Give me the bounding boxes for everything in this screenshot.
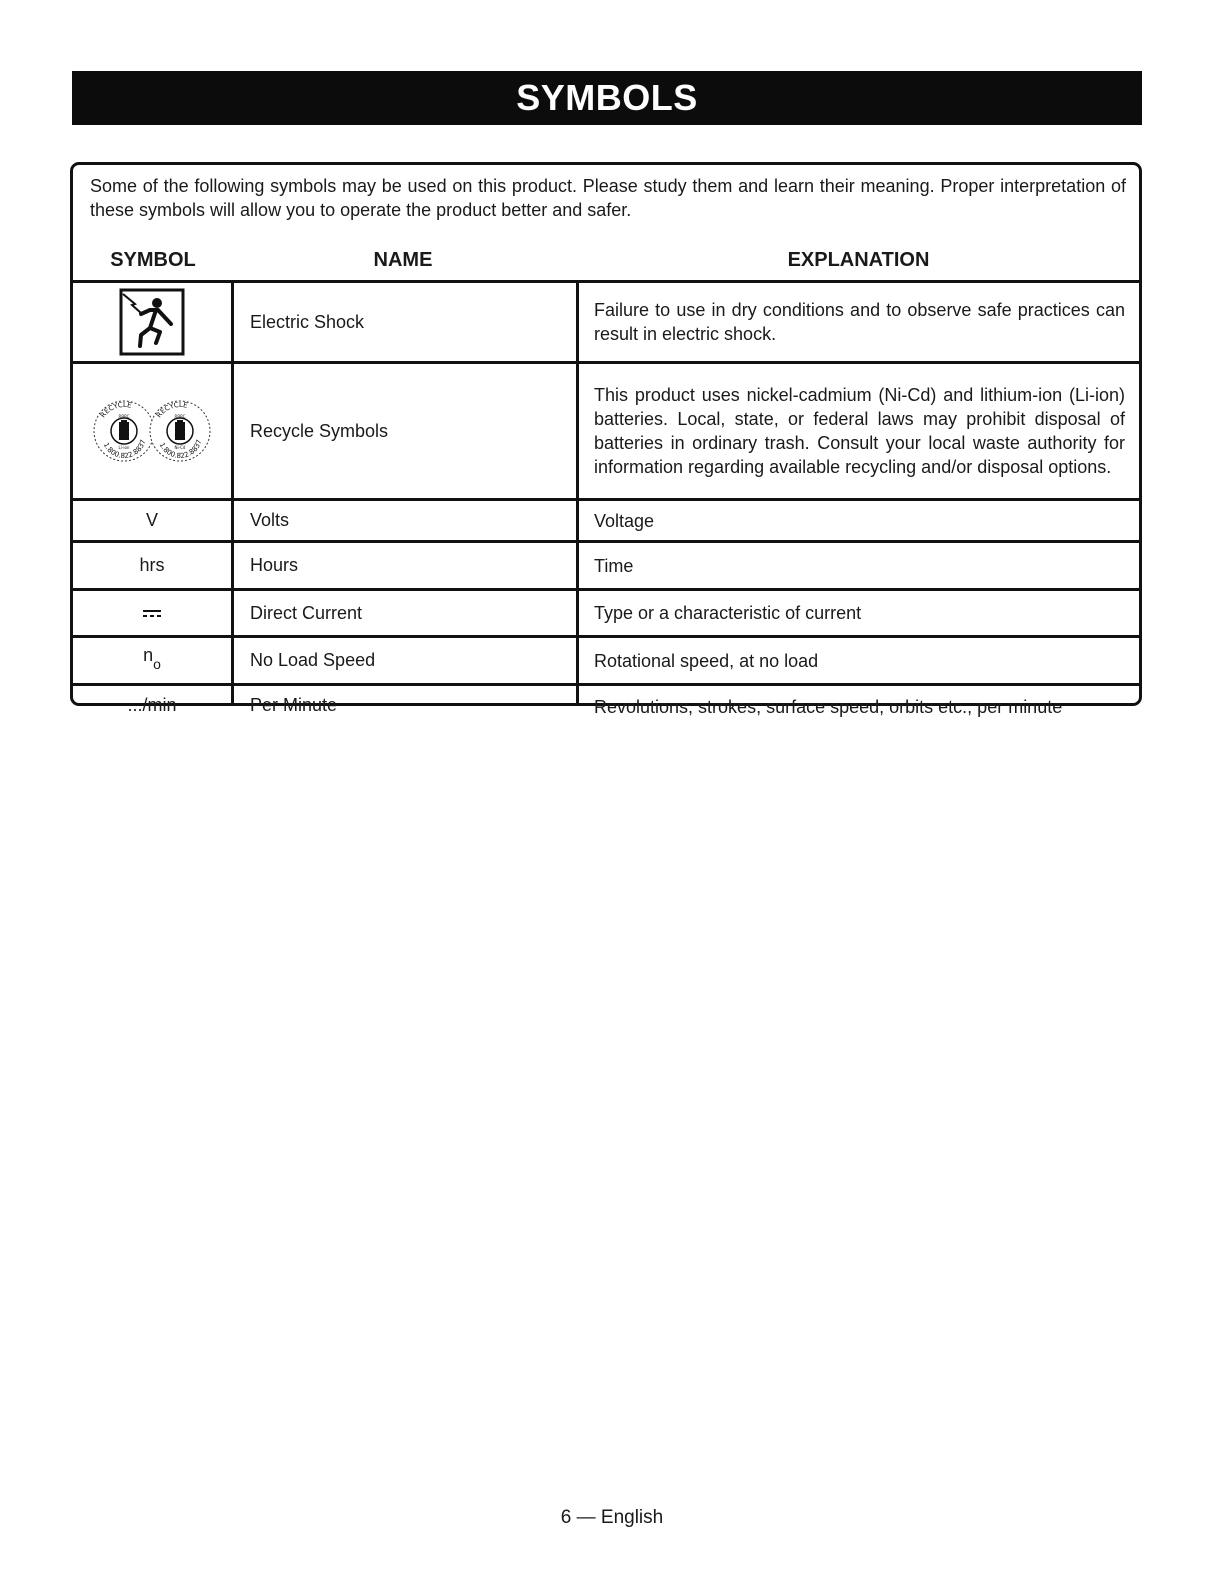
table-header <box>73 249 1139 279</box>
page-title: SYMBOLS <box>72 71 1142 125</box>
rbrc-recycle-seals-icon <box>91 398 213 464</box>
table-row-symbol <box>73 686 231 724</box>
page-number: 6 <box>560 1507 572 1528</box>
no-load-speed-symbol: no <box>143 645 161 672</box>
name-text: Per Minute <box>250 695 338 715</box>
table-row-symbol <box>73 638 231 683</box>
explanation-text: This product uses nickel-cadmium (Ni-Cd) and lithium-ion (Li-ion) batteries. Local, state, or federal laws may prohibit disposal of batteries in ordinary trash. Consult your local waste authority for information regarding available recycling and/or disposal options. <box>594 385 1125 477</box>
symbol-text: V <box>145 510 158 530</box>
svg-text:Li-ion: Li-ion <box>118 445 130 450</box>
explanation-text: Rotational speed, at no load <box>594 650 819 671</box>
symbol-text: .../min <box>127 695 177 715</box>
table-row-name <box>250 638 570 683</box>
symbol-text: hrs <box>139 555 165 575</box>
table-row-name <box>250 283 570 361</box>
table-row-name <box>250 591 570 635</box>
column-divider <box>576 283 579 703</box>
explanation-text: Revolutions, strokes, surface speed, orbits etc., per minute <box>594 697 1063 717</box>
table-row-explanation <box>594 364 1125 498</box>
recycle-seal-li-ion <box>94 401 154 461</box>
table-row-symbol <box>73 501 231 540</box>
table-row-name <box>250 543 570 588</box>
column-header-symbol: SYMBOL <box>110 249 196 271</box>
table-row-explanation <box>594 638 1125 683</box>
name-text: Volts <box>250 510 290 530</box>
direct-current-icon <box>143 610 161 617</box>
name-text: Electric Shock <box>250 311 365 332</box>
table-row-explanation <box>594 501 1125 540</box>
intro-paragraph: Some of the following symbols may be used on this product. Please study them and learn their meaning. Proper interpretation of these symbols will allow you to operate the product better and safer. <box>90 176 1126 220</box>
table-row-symbol <box>73 591 231 635</box>
explanation-text: Voltage <box>594 510 655 531</box>
explanation-text: Time <box>594 555 634 576</box>
column-divider <box>231 283 234 703</box>
svg-text:RECYCLE: RECYCLE <box>154 400 189 420</box>
electric-shock-warning-icon <box>119 288 185 356</box>
svg-text:1.800.822.8837: 1.800.822.8837 <box>157 438 204 461</box>
symbols-table-box <box>70 162 1142 717</box>
explanation-text: Failure to use in dry conditions and to observe safe practices can result in electric shock. <box>594 300 1125 344</box>
name-text: Recycle Symbols <box>250 420 389 441</box>
footer-separator: — <box>576 1507 596 1528</box>
name-text: Hours <box>250 555 299 575</box>
table-row-symbol <box>73 543 231 588</box>
name-text: No Load Speed <box>250 650 376 670</box>
svg-text:RECYCLE: RECYCLE <box>98 400 133 420</box>
svg-text:1.800.822.8837: 1.800.822.8837 <box>101 438 148 461</box>
table-row-name <box>250 686 570 724</box>
footer-language: English <box>600 1507 664 1528</box>
page-footer <box>0 1507 1224 1529</box>
table-row-explanation <box>594 686 1125 717</box>
table-row-name <box>250 501 570 540</box>
column-header-name: NAME <box>373 249 433 271</box>
svg-text:RBRC: RBRC <box>174 414 186 419</box>
table-row-symbol <box>73 364 231 498</box>
name-text: Direct Current <box>250 602 363 623</box>
table-row-explanation <box>594 591 1125 635</box>
table-row-explanation <box>594 283 1125 361</box>
svg-text:RBRC: RBRC <box>118 414 130 419</box>
recycle-seal-ni-cd <box>150 401 210 461</box>
column-header-explanation: EXPLANATION <box>787 249 930 271</box>
table-row-name <box>250 364 570 498</box>
table-row-explanation <box>594 543 1125 588</box>
svg-text:Ni-Cd: Ni-Cd <box>174 445 186 450</box>
explanation-text: Type or a characteristic of current <box>594 603 862 623</box>
table-row-symbol <box>73 283 231 361</box>
